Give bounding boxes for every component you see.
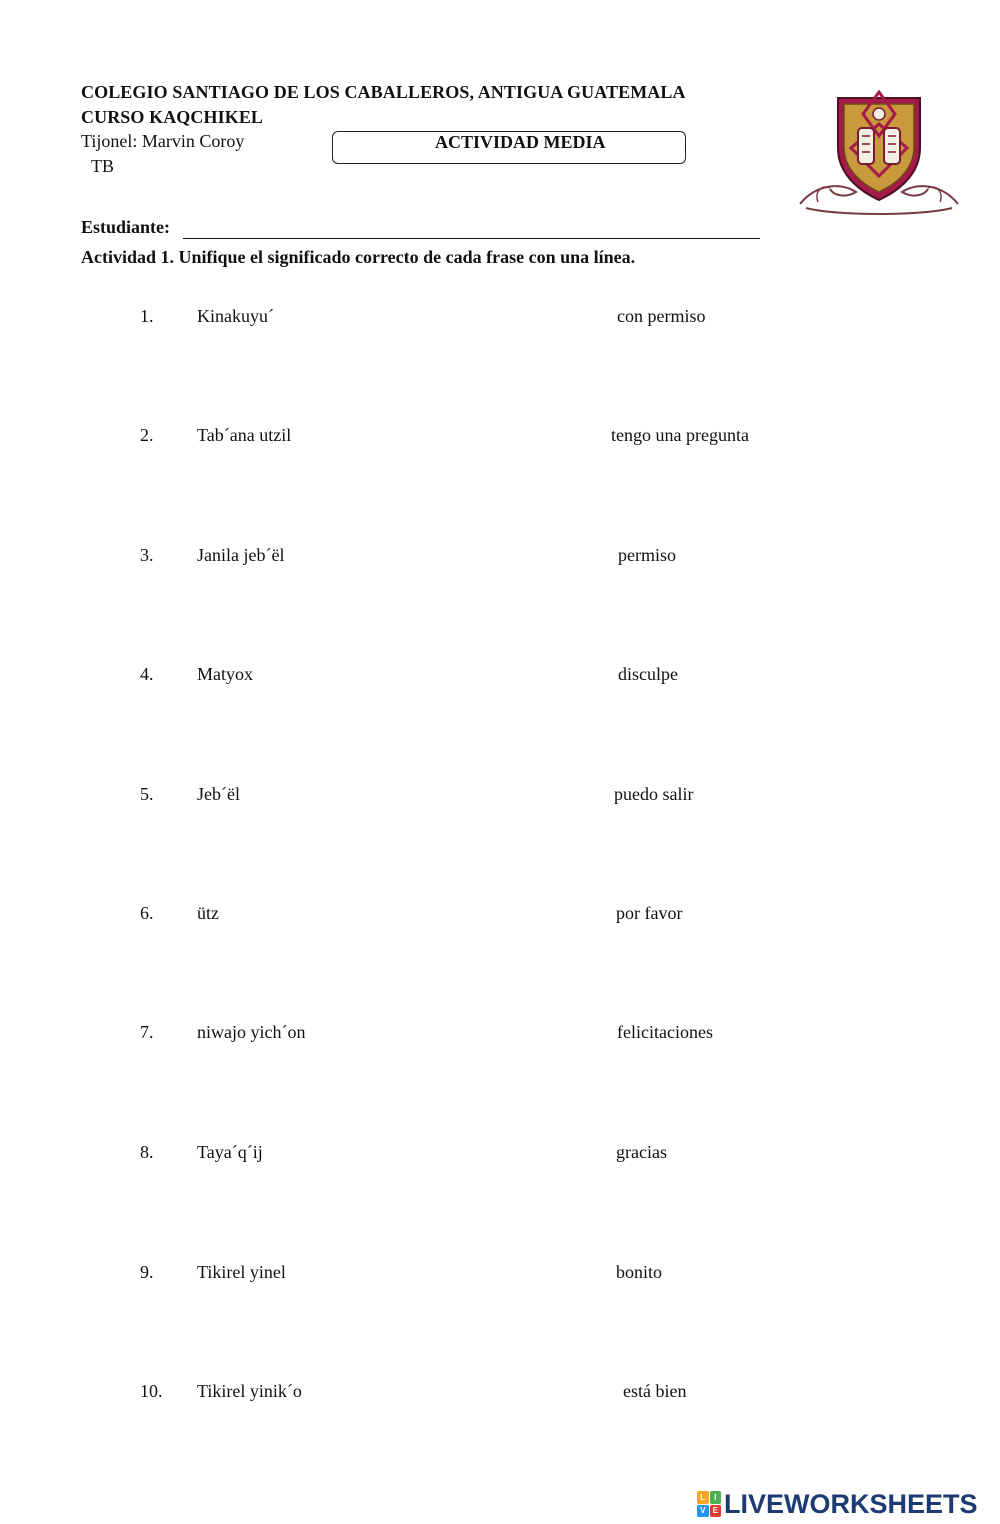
kaqchikel-phrase[interactable]: Kinakuyu´ [197,306,274,326]
kaqchikel-phrase[interactable]: ütz [197,903,219,923]
kaqchikel-phrase[interactable]: Taya´q´ij [197,1142,263,1162]
spanish-meaning[interactable]: tengo una pregunta [611,425,749,445]
kaqchikel-phrase[interactable]: Jeb´ël [197,784,240,804]
spanish-meaning[interactable]: puedo salir [614,784,694,804]
item-number: 10. [140,1381,163,1401]
item-number: 3. [140,545,154,565]
kaqchikel-phrase[interactable]: Tikirel yinik´o [197,1381,302,1401]
item-number: 5. [140,784,154,804]
spanish-meaning[interactable]: con permiso [617,306,706,326]
activity-level-label: ACTIVIDAD MEDIA [435,132,606,152]
item-number: 9. [140,1262,154,1282]
item-number: 6. [140,903,154,923]
kaqchikel-phrase[interactable]: Matyox [197,664,253,684]
liveworksheets-wordmark: LIVEWORKSHEETS [724,1488,978,1519]
activity-level-box [332,131,686,164]
spanish-meaning[interactable]: felicitaciones [617,1022,713,1042]
liveworksheets-logo[interactable] [697,1488,978,1520]
item-number: 7. [140,1022,154,1042]
instructions: Actividad 1. Unifique el significado correcto de cada frase con una línea. [81,247,636,267]
kaqchikel-phrase[interactable]: niwajo yich´on [197,1022,306,1042]
spanish-meaning[interactable]: por favor [616,903,683,923]
teacher-name: Tijonel: Marvin Coroy [81,131,245,151]
spanish-meaning[interactable]: bonito [616,1262,663,1282]
item-number: 2. [140,425,154,445]
item-number: 4. [140,664,154,684]
liveworksheets-icon: L I V E [697,1491,721,1517]
kaqchikel-phrase[interactable]: Tikirel yinel [197,1262,286,1282]
item-number: 8. [140,1142,154,1162]
spanish-meaning[interactable]: permiso [618,545,676,565]
spanish-meaning[interactable]: gracias [616,1142,667,1162]
student-label: Estudiante: [81,217,171,237]
school-crest-icon [796,84,962,218]
course-name: CURSO KAQCHIKEL [81,107,264,127]
student-name-field[interactable] [183,238,760,239]
spanish-meaning[interactable]: disculpe [618,664,678,684]
kaqchikel-phrase[interactable]: Tab´ana utzil [197,425,292,445]
school-name: COLEGIO SANTIAGO DE LOS CABALLEROS, ANTIGUA GUATEMALA [81,82,686,102]
group-label: TB [91,156,115,176]
item-number: 1. [140,306,154,326]
kaqchikel-phrase[interactable]: Janila jeb´ël [197,545,285,565]
spanish-meaning[interactable]: está bien [623,1381,687,1401]
